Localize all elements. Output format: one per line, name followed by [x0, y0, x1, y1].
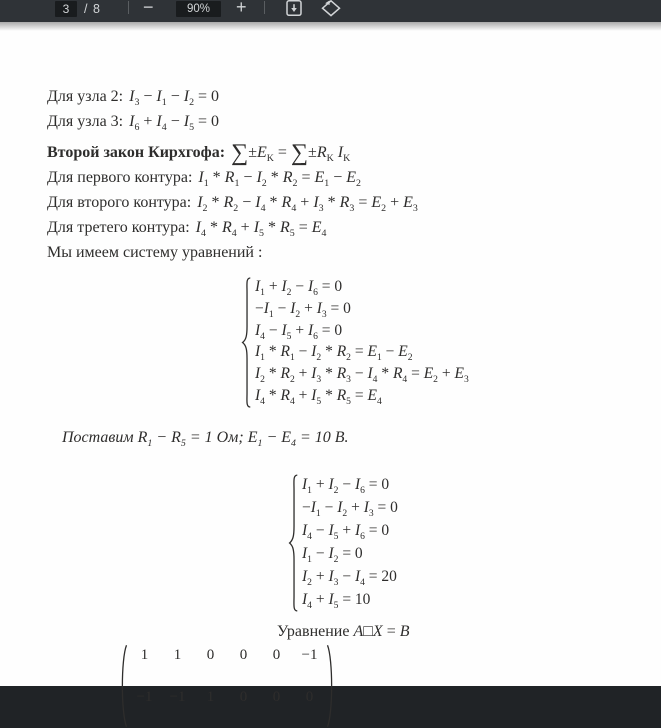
doc-line: Для третего контура: $I_4 * R_4 + I_5 * R_5 = E_4$: [47, 219, 327, 240]
statement-lines: [47, 88, 418, 269]
equation: $I_2 + I_3 - I_4 = 20$: [302, 568, 397, 589]
toolbar-divider: [264, 1, 265, 14]
equation-system-2: [287, 473, 398, 613]
equation: $-I_1 - I_2 + I_3 = 0$: [302, 499, 398, 520]
matrix-cell: −1: [169, 689, 186, 705]
doc-line: Для второго контура: $I_2 * R_2 - I_4 * R_4 + I_3 * R_3 = E_2 + E_3$: [47, 194, 418, 215]
toolbar-divider: [128, 1, 129, 14]
zoom-out-button[interactable]: −: [143, 0, 154, 17]
rotate-icon: [320, 5, 342, 20]
fit-to-page-icon: [284, 5, 304, 20]
matrix-cell: 1: [206, 689, 215, 705]
zoom-in-button[interactable]: +: [236, 0, 247, 17]
coefficient-matrix: [118, 644, 336, 728]
matrix-cell: −1: [301, 647, 318, 663]
equation: $I_1 + I_2 - I_6 = 0$: [255, 278, 343, 299]
matrix-equation-caption: Уравнение A□X = B: [277, 623, 410, 640]
equation: $I_4 - I_5 + I_6 = 0$: [302, 522, 390, 543]
doc-line: Для узла 3: $I_6 + I_4 - I_5 = 0$: [47, 113, 220, 134]
matrix-right-paren: [326, 644, 336, 728]
equations: [302, 473, 398, 613]
equation: $-I_1 - I_2 + I_3 = 0$: [255, 299, 351, 320]
rotate-button[interactable]: [320, 0, 342, 20]
matrix-cell: 0: [239, 647, 248, 663]
matrix-cell: 0: [272, 689, 281, 705]
left-brace: [240, 276, 252, 409]
matrix-cell: −1: [136, 689, 153, 705]
matrix-cell: 1: [140, 647, 149, 663]
equations: [255, 276, 469, 409]
equation: $I_4 - I_5 + I_6 = 0$: [255, 321, 343, 342]
equation: $I_4 * R_4 + I_5 * R_5 = E_4$: [255, 386, 382, 408]
equation-system-1: [240, 276, 469, 409]
matrix-cells: [128, 644, 326, 728]
doc-line: Для первого контура: $I_1 * R_1 - I_2 * R_2 = E_1 - E_2$: [47, 169, 361, 190]
pdf-page[interactable]: [0, 22, 661, 705]
equation: $I_1 + I_2 - I_6 = 0$: [302, 476, 390, 497]
matrix-cell: 0: [305, 689, 314, 705]
fit-to-page-button[interactable]: [284, 0, 304, 20]
equation: $I_2 * R_2 + I_3 * R_3 - I_4 * R_4 = E_2 + E_3$: [255, 365, 469, 386]
matrix-left-paren: [118, 644, 128, 728]
doc-line: Для узла 2: $I_3 - I_1 - I_2 = 0$: [47, 88, 220, 109]
page-count-label: / 8: [84, 2, 101, 16]
left-brace: [287, 473, 299, 613]
equation: $I_4 + I_5 = 10$: [302, 591, 371, 612]
pdf-toolbar: [0, 0, 661, 22]
page-number-input[interactable]: 3: [55, 1, 77, 17]
matrix-cell: 0: [206, 647, 215, 663]
matrix-cell: 0: [272, 647, 281, 663]
equation: $I_1 * R_1 - I_2 * R_2 = E_1 - E_2$: [255, 343, 413, 364]
equation: $I_1 - I_2 = 0$: [302, 545, 363, 566]
doc-line: Мы имеем систему уравнений :: [47, 244, 263, 261]
doc-line: Второй закон Кирхгофа: $\sum\pm E_K = \sum\pm R_K$ $I_K$: [47, 140, 351, 166]
matrix-cell: 1: [173, 647, 182, 663]
substitution-line: Поставим $R_1 - R_5 = 1$ Ом; $E_1 - E_4 = 10$ В.: [62, 429, 349, 450]
matrix-cell: 0: [239, 689, 248, 705]
zoom-level-input[interactable]: [176, 1, 221, 17]
